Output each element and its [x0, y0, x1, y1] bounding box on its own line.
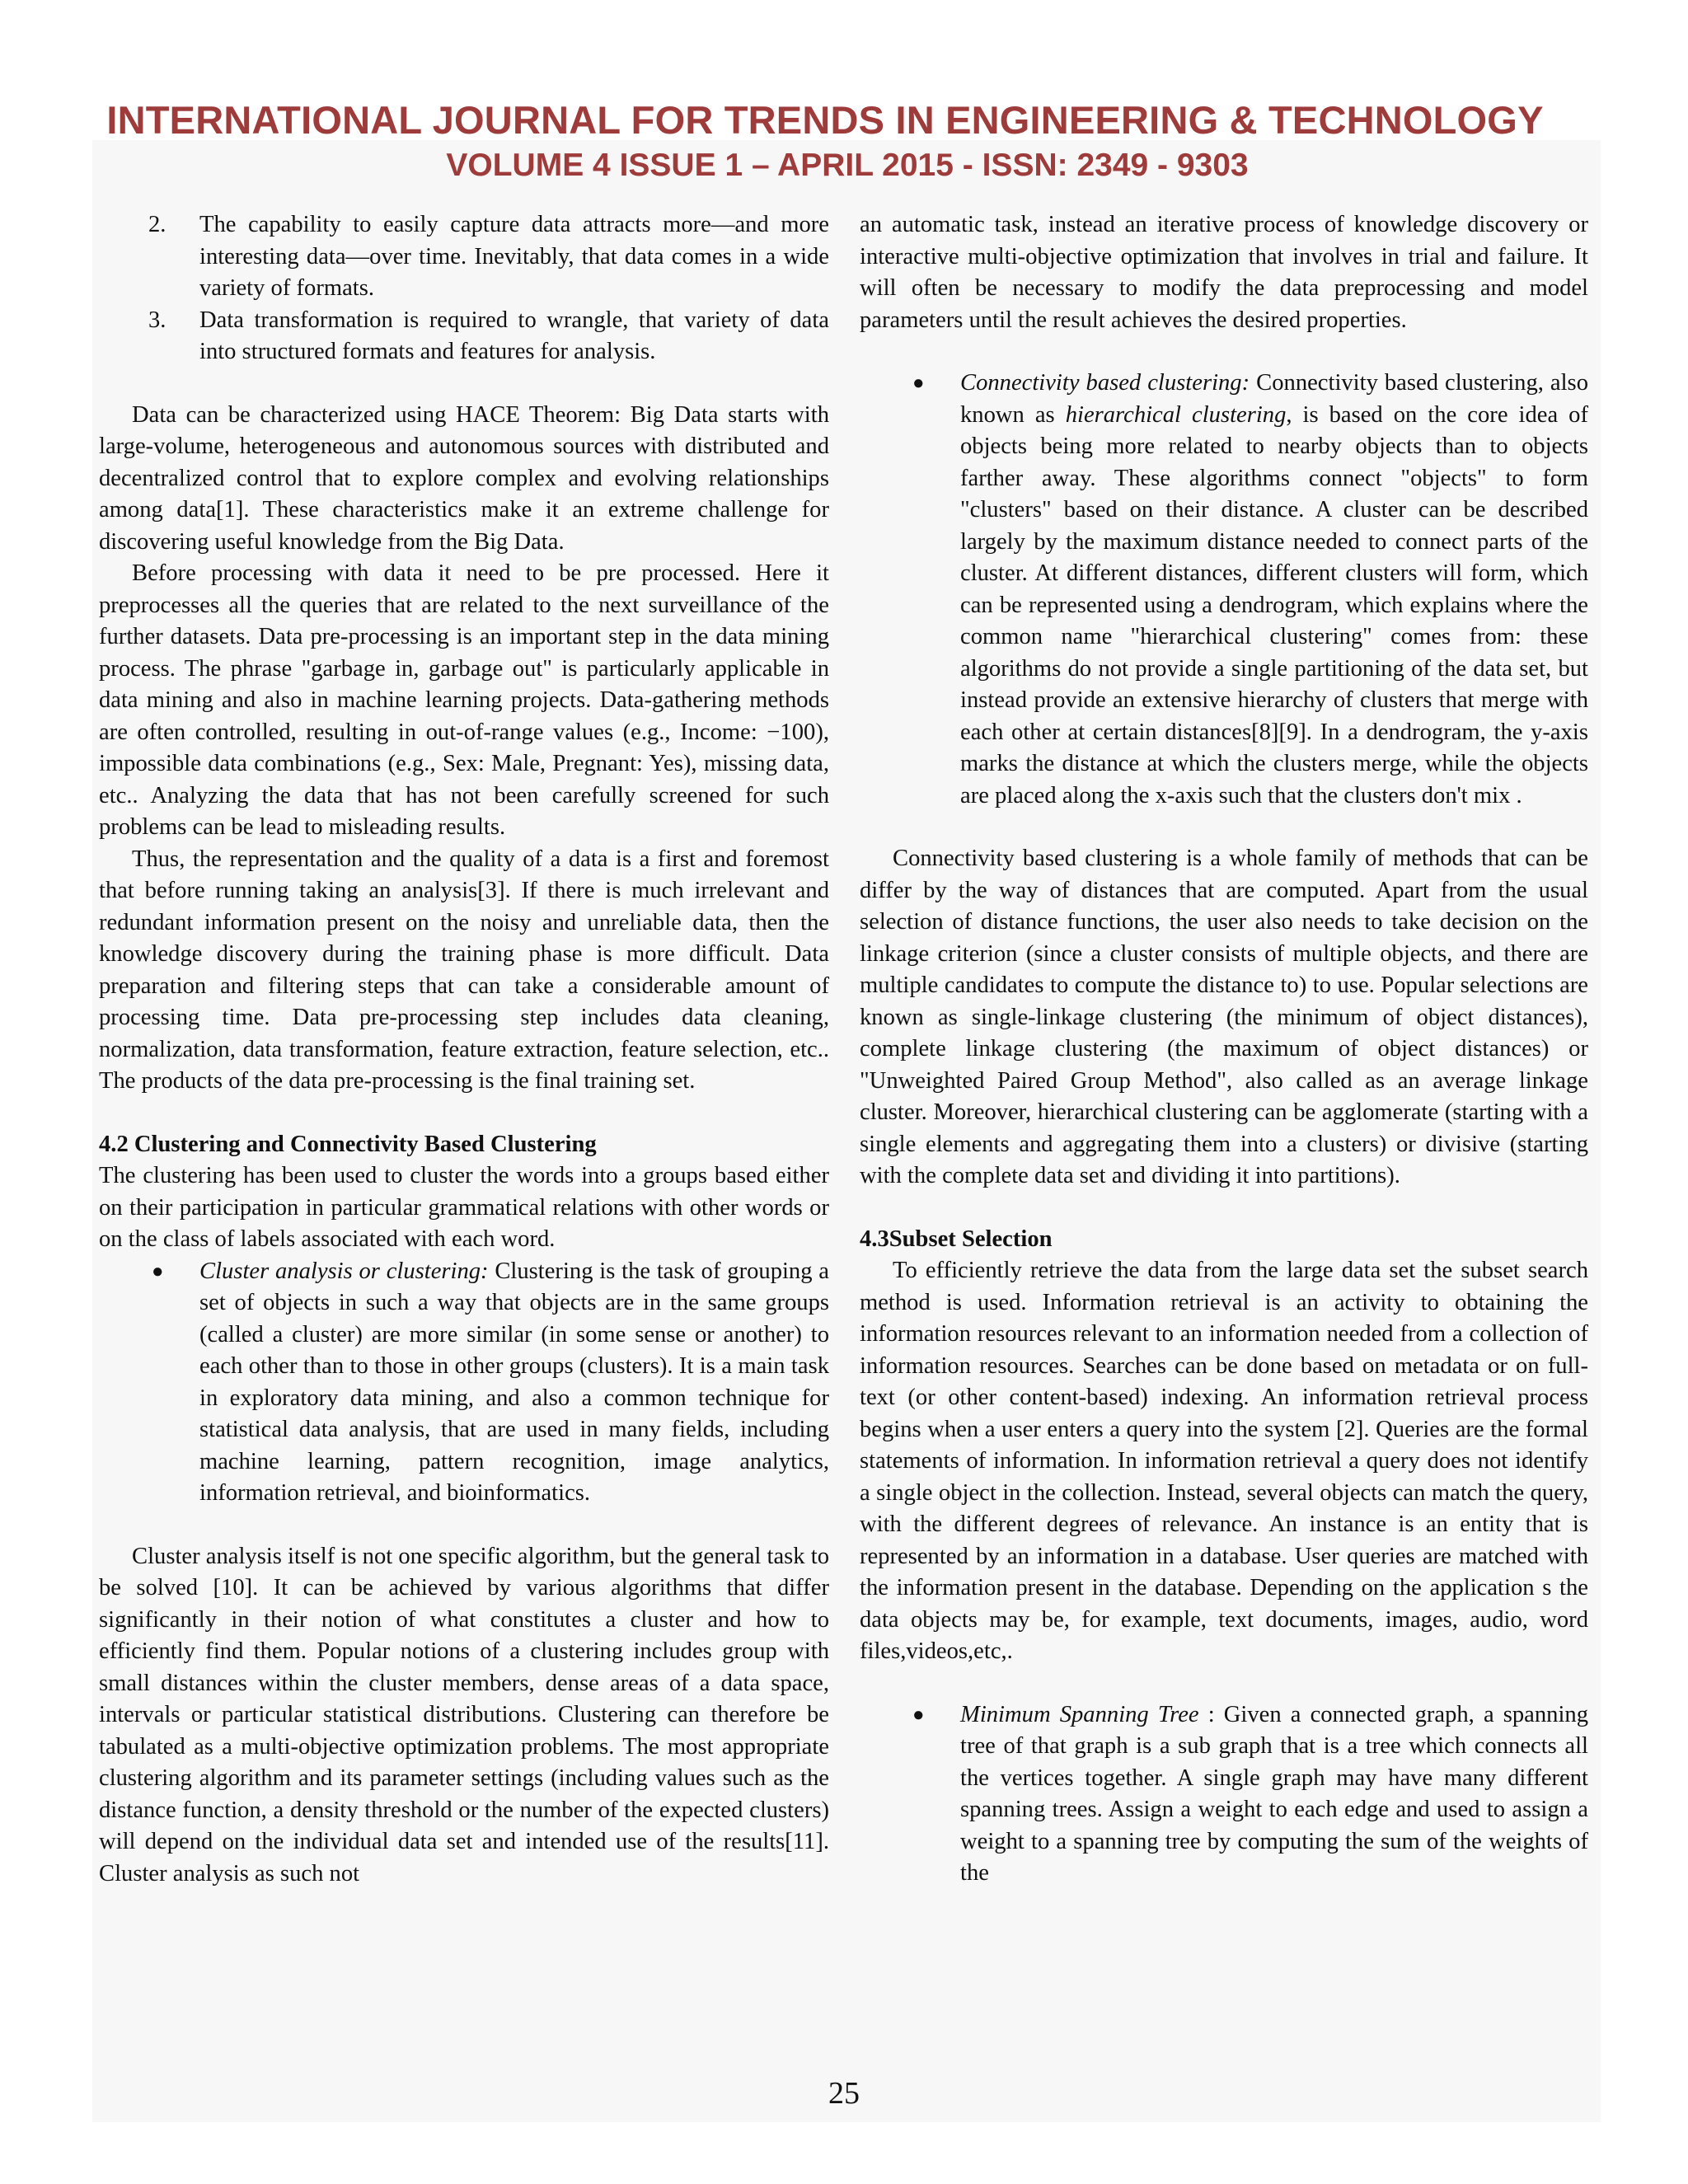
bullet-icon: ●: [912, 1704, 925, 1726]
item-text: The capability to easily capture data attracts more—and more interesting data—over time. Inevitably, that data comes in a wide variety of formats.: [199, 212, 829, 301]
bullet-cluster-analysis: [99, 1256, 829, 1510]
item-text: Data transformation is required to wrangle, that variety of data into structured formats and features for analysis.: [199, 307, 829, 364]
bullet-connectivity-clustering: [860, 368, 1588, 812]
bullet-text: Clustering is the task of grouping a set of objects in such a way that objects are in the same groups (called a cluster) are more similar (in some sense or another) to each other than to those in other groups (clusters). It is a main task in exploratory data mining, and also a common technique for statistical data analysis, that are used in many fields, including machine learning, pattern recognition, image analytics, information retrieval, and bioinformatics.: [199, 1258, 829, 1506]
paragraph-thus: Thus, the representation and the quality of a data is a first and foremost that before running taking an analysis[3]. If there is much irrelevant and redundant information present on the noisy and unreliable data, then the knowledge discovery during the training phase is more difficult. Data preparation and filtering steps that can take a considerable amount of processing time. Data pre-processing step includes data cleaning, normalization, data transformation, feature extraction, feature selection, etc.. The products of the data pre-processing is the final training set.: [99, 846, 829, 1094]
paragraph-subset-selection: To efficiently retrieve the data from the large data set the subset search method is used. Information retrieval is an activity to obtaining the information resources relevant to an information needed from a collection of information resources. Searches can be done based on metadata or on full-text (or other content-based) indexing. An information retrieval process begins when a user enters a query into the system [2]. Queries are the formal statements of information. In information retrieval a query does not identify a single object in the collection. Instead, several objects can match the query, with the different degrees of relevance. An instance is an entity that is represented by an information in a database. User queries are matched with the information present in the database. Depending on the application s the data objects may be, for example, text documents, images, audio, word files,videos,etc,.: [860, 1258, 1588, 1664]
paragraph-clustering-intro: The clustering has been used to cluster the words into a groups based either on their participation in particular grammatical relations with other words or on the class of labels associated with each word.: [99, 1163, 829, 1252]
paragraph-preprocessing: Before processing with data it need to be pre processed. Here it preprocesses all the queries that are related to the next surveillance of the further datasets. Data pre-processing is an important step in the data mining process. The phrase "garbage in, garbage out" is particularly applicable in data mining and also in machine learning projects. Data-gathering methods are often controlled, resulting in out-of-range values (e.g., Income: −100), impossible data combinations (e.g., Sex: Male, Pregnant: Yes), missing data, etc.. Analyzing the data that has not been carefully screened for such problems can be lead to misleading results.: [99, 560, 829, 840]
bullet-icon: ●: [912, 373, 925, 394]
item-number: 2.: [148, 212, 166, 237]
paragraph-hace: Data can be characterized using HACE Theorem: Big Data starts with large-volume, heterogeneous and autonomous sources with distributed and decentralized control that to explore complex and evolving relationships among data[1]. These characteristics make it an extreme challenge for discovering useful knowledge from the Big Data.: [99, 401, 829, 555]
section-heading-4-2: 4.2 Clustering and Connectivity Based Clustering: [99, 1131, 597, 1157]
bullet-term: Minimum Spanning Tree: [960, 1701, 1199, 1727]
numbered-item: [99, 305, 829, 368]
bullet-term: Cluster analysis or clustering:: [199, 1258, 489, 1284]
page-number: 25: [828, 2076, 860, 2111]
bullet-text: : Given a connected graph, a spanning tree of that graph is a sub graph that is a tree which connects all the vertices together. A single graph may have many different spanning trees. Assign a weight to each edge and used to assign a weight to a spanning tree by computing the sum of the weights of the: [960, 1701, 1588, 1886]
journal-header: [0, 97, 1688, 186]
bullet-term-secondary: hierarchical clustering: [1065, 401, 1287, 428]
bullet-text: Connectivity based clustering, also known as: [960, 370, 1588, 428]
paragraph-connectivity-family: Connectivity based clustering is a whole family of methods that can be differ by the way of distances that are computed. Apart from the usual selection of distance functions, the user also needs to take decision on the linkage criterion (since a cluster consists of multiple objects, and there are multiple candidates to compute the distance to) to use. Popular selections are known as single-linkage clustering (the minimum of object distances), complete linkage clustering (the maximum of object distances) or "Unweighted Paired Group Method", also called as an average linkage cluster. Moreover, hierarchical clustering can be agglomerate (starting with a single elements and aggregating them into a clusters) or divisive (starting with the complete data set and dividing it into partitions).: [860, 846, 1588, 1188]
item-number: 3.: [148, 307, 166, 333]
bullet-text: , is based on the core idea of objects being more related to nearby objects than to objects farther away. These algorithms connect "objects" to form "clusters" based on their distance. A cluster can be described largely by the maximum distance needed to connect parts of the cluster. At different distances, different clusters will form, which can be represented using a dendrogram, which explains where the common name "hierarchical clustering" comes from: these algorithms do not provide a single partitioning of the data set, but instead provide an extensive hierarchy of clusters that merge with each other at certain distances[8][9]. In a dendrogram, the y-axis marks the distance at which the clusters merge, while the objects are placed along the x-axis such that the clusters don't mix .: [960, 401, 1588, 808]
journal-volume-line: VOLUME 4 ISSUE 1 – APRIL 2015 - ISSN: 2349 - 9303: [446, 148, 1249, 183]
paragraph-cluster-analysis: Cluster analysis itself is not one specific algorithm, but the general task to be solved [10]. It can be achieved by various algorithms that differ significantly in their notion of what constitutes a cluster and how to efficiently find them. Popular notions of a clustering includes group with small distances within the cluster members, dense areas of a data space, intervals or particular statistical distributions. Clustering can therefore be tabulated as a multi-objective optimization problems. The most appropriate clustering algorithm and its parameter settings (including values such as the distance function, a density threshold or the number of the expected clusters) will depend on the individual data set and intended use of the results[11]. Cluster analysis as such not: [99, 1543, 829, 1886]
bullet-minimum-spanning-tree: [860, 1699, 1588, 1890]
bullet-icon: ●: [152, 1260, 164, 1282]
numbered-item: [99, 209, 829, 305]
section-heading-4-3: 4.3Subset Selection: [860, 1226, 1053, 1252]
paragraph-continued: an automatic task, instead an iterative process of knowledge discovery or interactive multi-objective optimization that involves in trial and failure. It will often be necessary to modify the data preprocessing and model parameters until the result achieves the desired properties.: [860, 212, 1588, 333]
right-column: [860, 209, 1588, 1890]
journal-title: INTERNATIONAL JOURNAL FOR TRENDS IN ENGINEERING & TECHNOLOGY: [106, 98, 1544, 142]
bullet-term: Connectivity based clustering:: [960, 370, 1250, 396]
left-column: [99, 209, 829, 1890]
